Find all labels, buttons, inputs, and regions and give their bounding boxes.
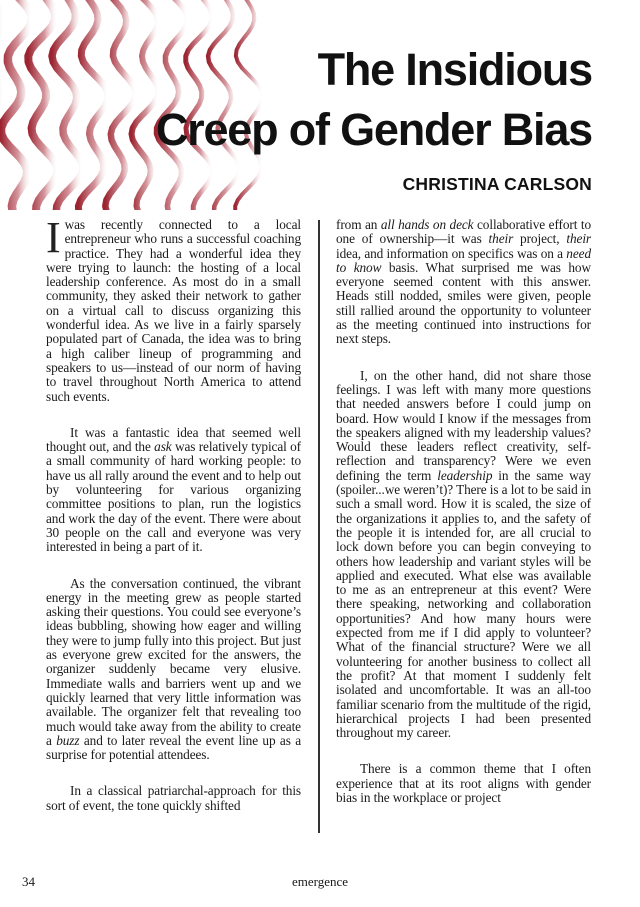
page-number: 34 — [22, 874, 35, 889]
left-column — [46, 213, 301, 835]
paragraph-text: in the same way (spoiler...we weren’t)? There is a lot to be said in such a small word. How it is scaled, the size of the organizations it applies to, and the safety of the people it is intended for, are all crucial to lock down before you can begin conveying to others how leadership and variant styles will be applied and executed. What else was available to me as an entrepreneur at this event? Were there speaking, networking and collaboration opportunities? And how many hours were expected from me if I did apply to volunteer? What of the financial structure? Were we all volunteering for another business to collect all the profit? At that moment I suddenly felt isolated and uncomfortable. It was an all-too familiar scenario from the multitude of the rigid, hierarchical projects I had been presented throughout my career. — [336, 467, 591, 741]
column-divider — [318, 220, 320, 833]
paragraph — [336, 218, 591, 347]
emphasis-text: their — [488, 231, 514, 247]
magazine-name: emergence — [291, 874, 349, 889]
paragraph-text: was relatively typical of a small community of hard working people: to have us all rally around the event and to help out by volunteering for various organizing committee positions to plan, run the logistics and work the day of the event. There were about 30 people on the call and everyone was very interested in being a part of it. — [46, 439, 301, 555]
paragraph-text: There is a common theme that I often experience that at its root aligns with gender bias in the workplace or project — [336, 761, 591, 805]
paragraph-text: and to later reveal the event line up as a surprise for potential attendees. — [46, 732, 301, 763]
paragraph-text: I, on the other hand, did not share those feelings. I was left with many more questions that needed answers before I could jump on board. How would I know if the messages from the speakers aligned with my leadership values? Would these leaders reflect creativity, self-reflection and transparency? Were we even defining the term — [336, 367, 591, 483]
drop-cap: I — [46, 213, 61, 262]
paragraph-text: project, — [513, 231, 567, 247]
paragraph — [46, 213, 301, 404]
paragraph-text: As the conversation continued, the vibrant energy in the meeting grew as people started asking their questions. You could see everyone’s ideas bubbling, showing how eager and willing they were to jump fully into this project. But just as everyone grew excited for the answers, the organizer suddenly became very elusive. Immediate walls and barriers went up and we quickly learned that very little information was available. The organizer felt that revealing too much would take away from the ability to create a — [46, 575, 301, 748]
emphasis-text: ask — [154, 439, 172, 455]
emphasis-text: their — [566, 231, 591, 247]
paragraph-text: was recently connected to a local entrepreneur who runs a successful coaching practice. They had a wonderful idea they were trying to launch: the hosting of a local leadership conference. As most do in a small community, they asked their network to gather on a virtual call to discuss organizing this wonderful idea. As we live in a fairly sparsely populated part of Canada, the idea was to bring a high caliber lineup of programming and speakers to us—instead of our norm of having to travel throughout North America to attend such events. — [46, 217, 301, 404]
title-line-1: The Insidious — [317, 44, 592, 95]
paragraph-text: basis. What surprised me was how everyone seemed content with this answer. Heads still nodded, smiles were given, people still rallied around the opportunity to volunteer as the meeting continued into instructions for next steps. — [336, 259, 591, 347]
paragraph-text: It was a fantastic idea that seemed well thought out, and the — [46, 424, 301, 455]
paragraph — [46, 577, 301, 763]
author-name: CHRISTINA CARLSON — [402, 174, 592, 194]
paragraph — [46, 784, 301, 813]
paragraph-text: collaborative effort to one of ownership—it was — [336, 217, 591, 247]
paragraph-text: from an — [336, 217, 381, 232]
paragraph-text: In a classical patriarchal-approach for this sort of event, the tone quickly shifted — [46, 783, 301, 813]
title-line-2: Creep of Gender Bias — [155, 104, 592, 155]
emphasis-text: buzz — [56, 732, 80, 748]
paragraph — [336, 762, 591, 805]
emphasis-text: need to know — [336, 245, 591, 275]
paragraph — [46, 426, 301, 555]
paragraph — [336, 369, 591, 741]
paragraph-text: idea, and information on specifics was on a — [336, 245, 567, 261]
emphasis-text: all hands on deck — [380, 217, 474, 232]
article-title — [0, 40, 592, 160]
emphasis-text: leadership — [437, 467, 493, 483]
right-column — [336, 218, 591, 827]
